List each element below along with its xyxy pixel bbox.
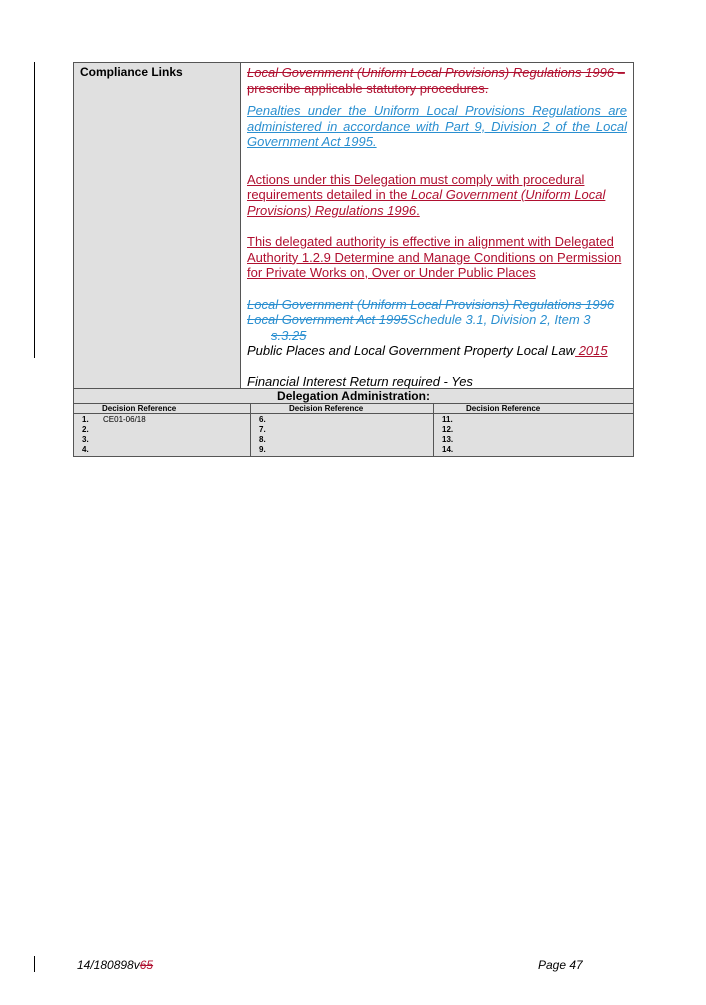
actions-suffix: . (416, 202, 420, 218)
revision-change-bar (34, 62, 35, 358)
table-row: 4. (82, 445, 89, 454)
actions-regulation-title: Local Government (Uniform Local Provisions) Regulations 1996 (247, 187, 606, 218)
financial-interest-line: Financial Interest Return required - Yes (247, 373, 473, 389)
table-row: 1. CE01-06/18 (82, 415, 146, 424)
actions-paragraph (247, 172, 627, 219)
deleted-regulation-ref: Local Government (Uniform Local Provisions) Regulations 1996 (247, 296, 615, 312)
decision-column-3 (434, 414, 634, 457)
penalties-paragraph: Penalties under the Uniform Local Provisions Regulations are administered in accordance with Part 9, Division 2 of the Local Government Act 1995. (247, 103, 627, 149)
table-row: 12. (442, 425, 454, 434)
document-version: 65 (139, 958, 154, 972)
decision-reference-header: Decision Reference (74, 404, 251, 414)
compliance-links-table (73, 62, 634, 390)
decision-column-1 (74, 414, 251, 457)
compliance-links-content (241, 63, 634, 390)
table-row: 8. (259, 435, 266, 444)
deleted-procedures-line: prescribe applicable statutory procedures. (247, 80, 489, 96)
actions-prefix: Actions under this Delegation must comply with procedural requirements detailed in the (247, 171, 585, 202)
table-row: 2. (82, 425, 89, 434)
decision-column-2 (251, 414, 434, 457)
page-number: Page 47 (538, 958, 583, 972)
footer-change-bar (34, 956, 35, 972)
table-row: 13. (442, 435, 454, 444)
table-row: 9. (259, 445, 266, 454)
deleted-regulations-line: Local Government (Uniform Local Provisions) Regulations 1996 – (247, 65, 625, 80)
delegation-administration-table (73, 388, 634, 457)
deleted-section-ref: s.3.25 (271, 327, 307, 343)
decision-reference-value: CE01-06/18 (103, 415, 146, 424)
delegated-authority-paragraph: This delegated authority is effective in alignment with Delegated Authority 1.2.9 Determine and Manage Conditions on Permission for Private Works on, Over or Under Public Places (247, 234, 622, 280)
schedule-ref: Schedule 3.1, Division 2, Item 3 (407, 312, 591, 327)
delegation-administration-title: Delegation Administration: (74, 389, 634, 404)
local-law-ref: Public Places and Local Government Property Local Law (247, 343, 576, 358)
table-row: 7. (259, 425, 266, 434)
table-row: 6. (259, 415, 266, 424)
document-reference: 14/180898v65 (77, 958, 154, 972)
table-row: 14. (442, 445, 454, 454)
deleted-act-ref: Local Government Act 1995 (247, 312, 408, 327)
decision-reference-header: Decision Reference (251, 404, 434, 414)
local-law-year: 2015 (575, 343, 608, 358)
decision-reference-header: Decision Reference (434, 404, 634, 414)
compliance-links-label: Compliance Links (74, 63, 241, 390)
legislation-references (247, 297, 627, 359)
table-row: 11. (442, 415, 453, 424)
table-row: 3. (82, 435, 89, 444)
